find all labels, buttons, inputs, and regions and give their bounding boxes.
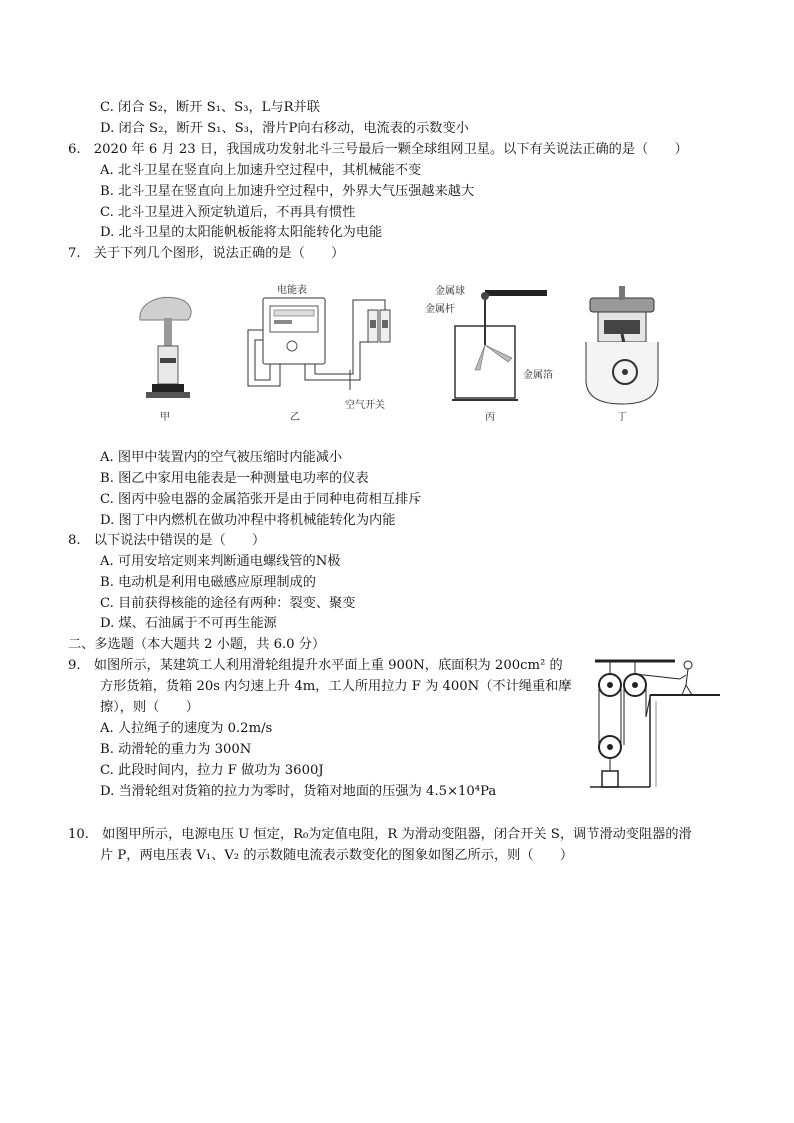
ball-label: 金属球: [435, 286, 465, 297]
prev-option-c: C. 闭合 S₂，断开 S₁、S₃，L与R并联: [100, 100, 320, 115]
question-7-option-d: D. 图丁中内燃机在做功冲程中将机械能转化为内能: [100, 513, 396, 528]
figure-bing-electroscope: [425, 284, 553, 400]
question-7-stem: 7. 关于下列几个图形，说法正确的是（ ）: [68, 246, 345, 261]
caption-bing: 丙: [485, 412, 495, 423]
question-8-option-a: A. 可用安培定则来判断通电螺线管的N极: [100, 554, 341, 569]
question-6-option-c: C. 北斗卫星进入预定轨道后，不再具有惯性: [100, 205, 356, 220]
caption-yi: 乙: [290, 412, 300, 423]
foil-label: 金属箔: [523, 370, 553, 381]
question-9-stem-line-2: 方形货箱，货箱 20s 内匀速上升 4m，工人所用拉力 F 为 400N（不计绳重和摩: [100, 679, 572, 694]
question-9-option-c: C. 此段时间内，拉力 F 做功为 3600J: [100, 763, 324, 778]
question-9-stem-line-3: 擦），则（ ）: [100, 700, 199, 715]
question-9-option-d: D. 当滑轮组对货箱的拉力为零时，货箱对地面的压强为 4.5×10⁴Pa: [100, 784, 497, 799]
figure-ding-engine: [586, 286, 658, 404]
switch-label: 空气开关: [345, 400, 385, 411]
question-6-option-d: D. 北斗卫星的太阳能帆板能将太阳能转化为电能: [100, 225, 383, 240]
question-9-option-b: B. 动滑轮的重力为 300N: [100, 742, 252, 757]
question-6-option-b: B. 北斗卫星在竖直向上加速升空过程中，外界大气压强越来越大: [100, 184, 475, 199]
caption-jia: 甲: [160, 412, 170, 423]
question-10-stem-line-2: 片 P，两电压表 V₁、V₂ 的示数随电流表示数变化的图象如图乙所示，则（ ）: [100, 848, 574, 863]
prev-option-d: D. 闭合 S₂，断开 S₁、S₃，滑片P向右移动，电流表的示数变小: [100, 121, 469, 136]
meter-label: 电能表: [277, 285, 307, 296]
question-7-figure: [120, 280, 680, 430]
question-6-option-a: A. 北斗卫星在竖直向上加速升空过程中，其机械能不变: [100, 163, 422, 178]
question-6-stem: 6. 2020 年 6 月 23 日，我国成功发射北斗三号最后一颗全球组网卫星。以下有关说法正确的是（ ）: [68, 142, 688, 157]
question-8-option-d: D. 煤、石油属于不可再生能源: [100, 616, 277, 631]
question-9-stem-line-1: 9. 如图所示，某建筑工人利用滑轮组提升水平面上重 900N，底面积为 200cm² 的: [68, 658, 563, 673]
question-10-stem-line-1: 10. 如图甲所示，电源电压 U 恒定，R₀为定值电阻，R 为滑动变阻器，闭合开关 S，调节滑动变阻器的滑: [68, 827, 692, 842]
question-7-option-b: B. 图乙中家用电能表是一种测量电功率的仪表: [100, 471, 369, 486]
caption-ding: 丁: [617, 412, 627, 423]
figure-jia-compression-cylinder: [140, 297, 191, 398]
figure-yi-energy-meter: [248, 283, 390, 411]
question-8-option-b: B. 电动机是利用电磁感应原理制成的: [100, 575, 316, 590]
question-8-stem: 8. 以下说法中错误的是（ ）: [68, 533, 266, 548]
question-7-option-c: C. 图丙中验电器的金属箔张开是由于同种电荷相互排斥: [100, 492, 422, 507]
question-9-pulley-figure: [590, 655, 725, 795]
question-7-option-a: A. 图甲中装置内的空气被压缩时内能减小: [100, 450, 343, 465]
question-8-option-c: C. 目前获得核能的途径有两种：裂变、聚变: [100, 596, 356, 611]
question-9-option-a: A. 人拉绳子的速度为 0.2m/s: [100, 721, 273, 736]
rod-label: 金属杆: [425, 304, 455, 315]
section-2-heading: 二、多选题（本大题共 2 小题，共 6.0 分）: [68, 637, 326, 652]
